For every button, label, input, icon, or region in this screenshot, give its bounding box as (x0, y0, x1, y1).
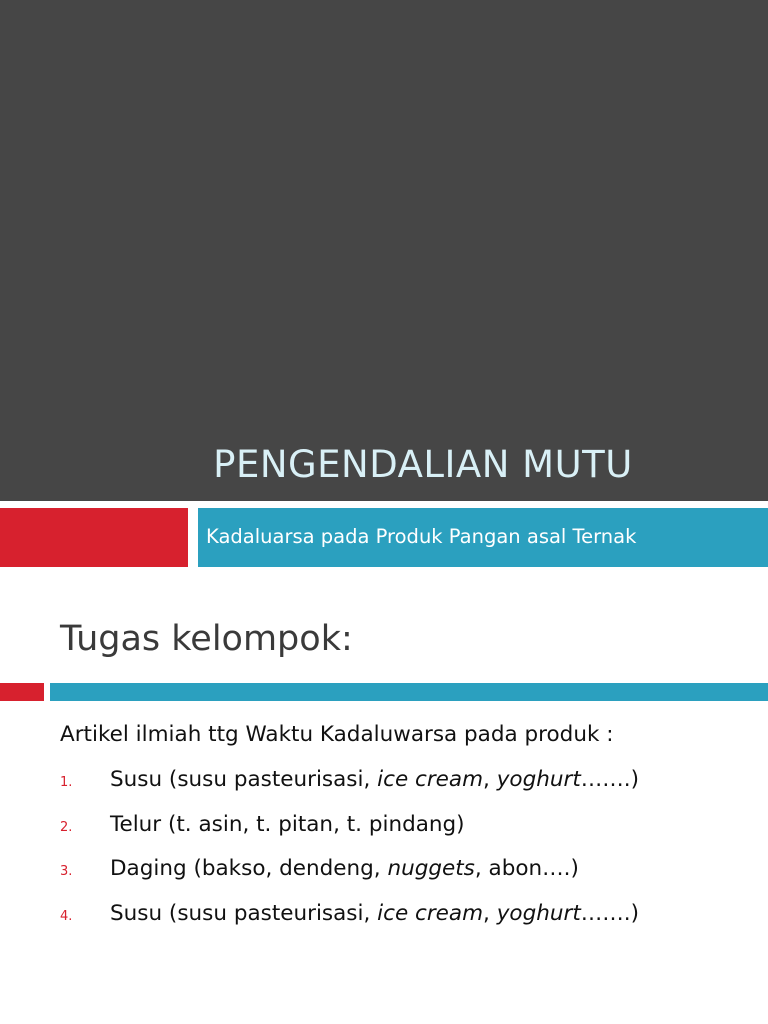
list-item (0, 808, 768, 848)
list-item-number: 3. (60, 864, 73, 879)
text-segment: Telur (t. asin, t. pitan, t. pindang) (110, 812, 465, 837)
text-segment: , (483, 767, 497, 792)
list-item-number: 4. (60, 909, 73, 924)
divider-red (0, 683, 44, 701)
accent-red-block (0, 508, 188, 567)
text-segment: Daging (bakso, dendeng, (110, 856, 388, 881)
intro-text: Artikel ilmiah ttg Waktu Kadaluwarsa pada produk : (60, 722, 614, 747)
divider-blue (50, 683, 768, 701)
section-heading: Tugas kelompok: (60, 619, 353, 659)
text-segment: Susu (susu pasteurisasi, (110, 767, 378, 792)
list-item (0, 852, 768, 892)
title-panel (0, 0, 768, 501)
list-item-text (110, 763, 639, 797)
list-item-text (110, 808, 465, 842)
list-item-text (110, 897, 639, 931)
slide-subtitle: Kadaluarsa pada Produk Pangan asal Ternak (206, 525, 637, 548)
italic-term: yoghurt (496, 767, 581, 792)
text-segment: Susu (susu pasteurisasi, (110, 901, 378, 926)
italic-term: nuggets (387, 856, 475, 881)
text-segment: …….) (580, 767, 639, 792)
list-item-text (110, 852, 579, 886)
italic-term: ice cream (377, 901, 484, 926)
text-segment: …….) (580, 901, 639, 926)
italic-term: ice cream (377, 767, 484, 792)
list-item (0, 897, 768, 937)
list-item (0, 763, 768, 803)
text-segment: , abon….) (474, 856, 579, 881)
list-item-number: 1. (60, 775, 73, 790)
list-item-number: 2. (60, 820, 73, 835)
text-segment: , (483, 901, 497, 926)
slide-title: PENGENDALIAN MUTU (213, 443, 633, 486)
italic-term: yoghurt (496, 901, 581, 926)
